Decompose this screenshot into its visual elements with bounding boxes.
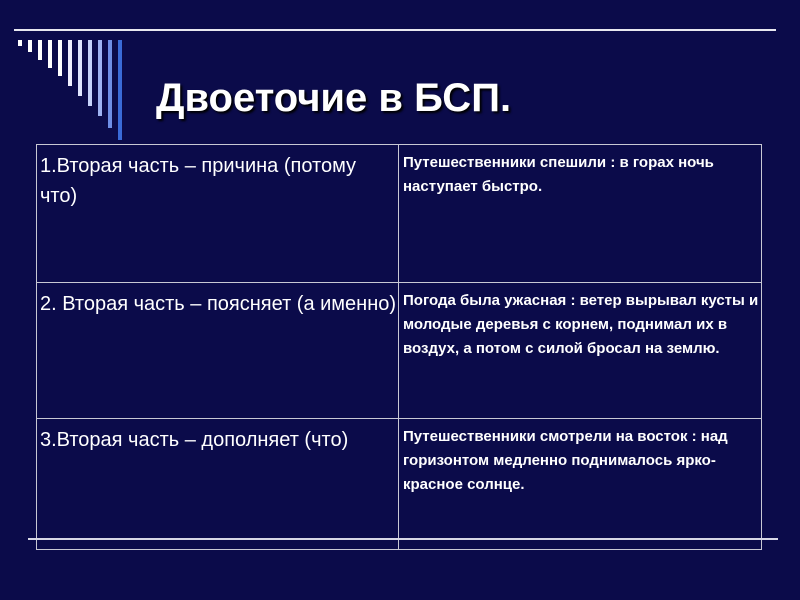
example-cell <box>399 419 762 550</box>
slide-title: Двоеточие в БСП. <box>156 76 512 120</box>
colon-rules-table <box>36 144 762 550</box>
example-cell <box>399 145 762 283</box>
bottom-rule <box>28 538 778 540</box>
example-text: Путешественники смотрели на восток : над горизонтом медленно поднималось ярко- красное солнце. <box>403 428 728 493</box>
example-text: Путешественники спешили : в горах ночь наступает быстро. <box>403 154 714 195</box>
table-row <box>37 283 762 419</box>
rule-text: 3.Вторая часть – дополняет (что) <box>40 429 349 451</box>
table-row <box>37 145 762 283</box>
example-text: Погода была ужасная : ветер вырывал кусты и молодые деревья с корнем, поднимал их в воздух, а потом с силой бросал на землю. <box>403 292 759 357</box>
rule-cell <box>37 283 399 419</box>
table-row <box>37 419 762 550</box>
rule-cell <box>37 145 399 283</box>
top-rule <box>14 29 776 31</box>
rule-cell <box>37 419 399 550</box>
rule-text: 1.Вторая часть – причина (потому что) <box>40 155 357 207</box>
decorative-stripes <box>18 40 130 152</box>
rule-text: 2. Вторая часть – поясняет (а именно) <box>40 293 397 315</box>
example-cell <box>399 283 762 419</box>
